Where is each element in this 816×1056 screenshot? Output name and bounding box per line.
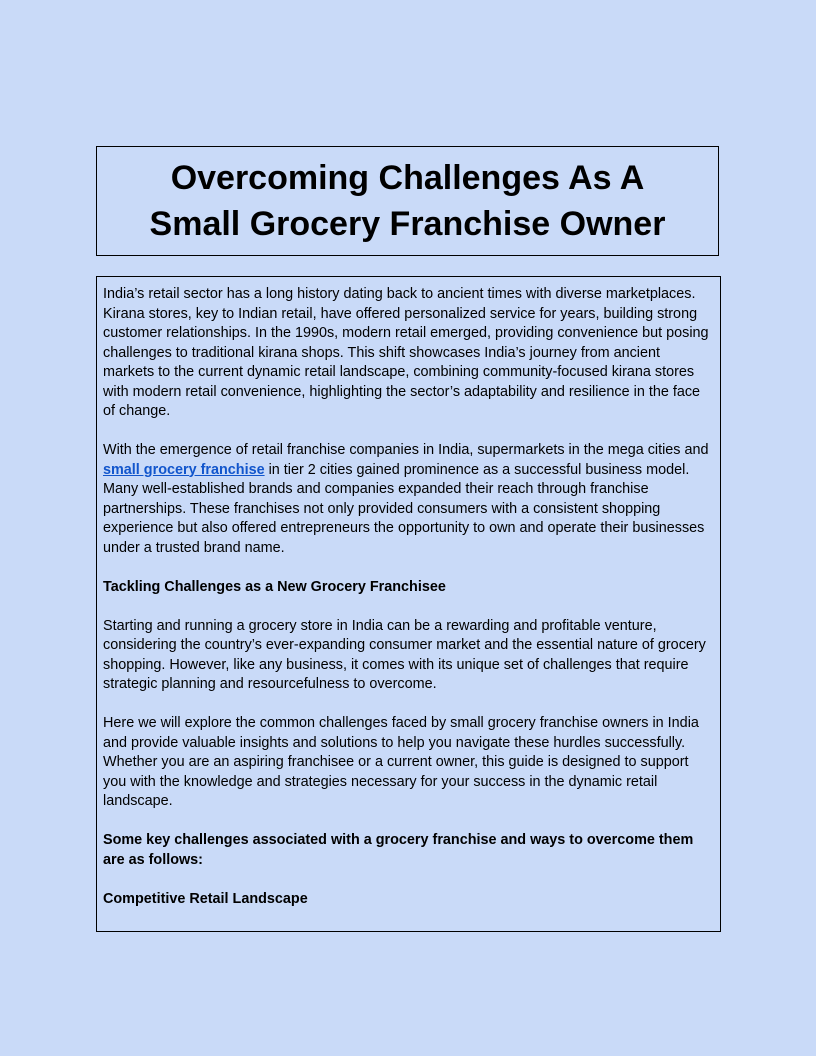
content-box — [96, 276, 721, 932]
franchise-paragraph-after-link: in tier 2 cities gained prominence as a successful business model. Many well-established brands and companies expanded their reach through franchise partnerships. These franchises not only provided consumers with a consistent shopping experience but also offered entrepreneurs the opportunity to own and operate their businesses under a trusted brand name. — [103, 461, 705, 556]
page-title: Overcoming Challenges As A Small Grocery Franchise Owner — [149, 159, 666, 243]
heading-competitive-retail: Competitive Retail Landscape — [103, 890, 308, 907]
heading-key-challenges: Some key challenges associated with a grocery franchise and ways to overcome them are as follows: — [103, 832, 694, 868]
starting-paragraph: Starting and running a grocery store in India can be a rewarding and profitable venture, considering the country’s ever-expanding consumer market and the essential nature of grocery shopping. However, like any business, it comes with its unique set of challenges that require strategic planning and resourcefulness to overcome. — [103, 617, 706, 692]
franchise-paragraph-before-link: With the emergence of retail franchise companies in India, supermarkets in the mega cities and — [103, 442, 709, 458]
heading-tackling-challenges: Tackling Challenges as a New Grocery Franchisee — [103, 578, 446, 595]
explore-paragraph: Here we will explore the common challenges faced by small grocery franchise owners in India and provide valuable insights and solutions to help you navigate these hurdles successfully. Whether you are an aspiring franchisee or a current owner, this guide is designed to support you with the knowledge and strategies necessary for your success in the dynamic retail landscape. — [103, 715, 699, 809]
small-grocery-franchise-link[interactable]: small grocery franchise — [103, 461, 265, 478]
title-box — [96, 146, 719, 256]
intro-paragraph: India’s retail sector has a long history dating back to ancient times with diverse marketplaces. Kirana stores, key to Indian retail, have offered personalized service for years, building strong customer relationships. In the 1990s, modern retail emerged, providing convenience but posing challenges to traditional kirana shops. This shift showcases India’s journey from ancient markets to the current dynamic retail landscape, combining community-focused kirana stores with modern retail convenience, highlighting the sector’s adaptability and resilience in the face of change. — [103, 286, 709, 419]
franchise-paragraph — [103, 441, 714, 558]
